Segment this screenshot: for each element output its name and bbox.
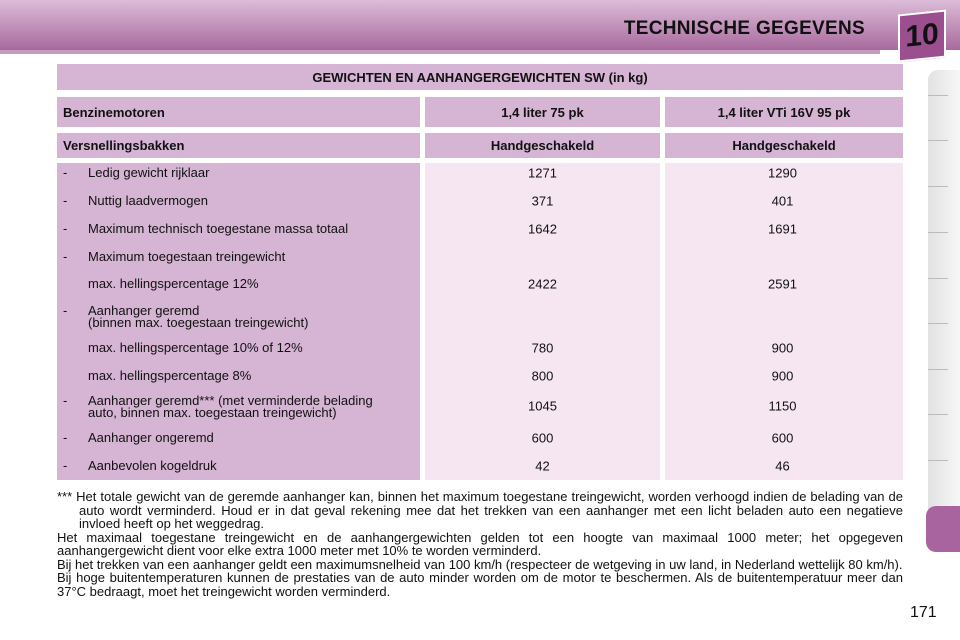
row-label: max. hellingspercentage 8%: [88, 368, 252, 383]
chapter-badge: 10: [898, 9, 946, 62]
value-col-1: 1045: [528, 398, 557, 414]
row-label-line2: auto, binnen max. toegestaan treingewicht): [88, 405, 337, 420]
gearbox-col-1: Handgeschakeld: [425, 133, 660, 158]
row-label: max. hellingspercentage 12%: [88, 276, 259, 291]
value-col-2: 2591: [768, 276, 797, 292]
row-label: Aanhanger geremd*** (met verminderde belading: [88, 393, 373, 408]
row-label: max. hellingspercentage 10% of 12%: [88, 340, 303, 355]
tab-divider: [928, 186, 948, 187]
active-chapter-tab[interactable]: [926, 506, 960, 552]
value-col-2: 1150: [768, 398, 797, 414]
engine-col-2: 1,4 liter VTi 16V 95 pk: [665, 97, 903, 127]
value-col-1: 1271: [528, 165, 557, 181]
tab-divider: [928, 95, 948, 96]
value-col-2: 900: [771, 368, 794, 384]
row-dash: -: [63, 393, 68, 408]
note-speed: Bij het trekken van een aanhanger geldt een maximumsnelheid van 100 km/h (respecteer de wetgeving in uw land, in Nederland wettelijk 80 km/h).: [57, 556, 903, 572]
value-col-1: 600: [531, 430, 554, 446]
row-label: Ledig gewicht rijklaar: [88, 165, 210, 180]
value-col-2: 900: [771, 340, 794, 356]
value-col-1: 780: [531, 340, 554, 356]
row-dash: -: [63, 221, 68, 236]
value-col-2: 401: [771, 193, 794, 209]
tab-divider: [928, 323, 948, 324]
row-dash: -: [63, 165, 68, 180]
row-label: Maximum toegestaan treingewicht: [88, 249, 286, 264]
gearbox-label: Versnellingsbakken: [57, 133, 420, 158]
tab-divider: [928, 414, 948, 415]
row-label: Aanhanger geremd: [88, 303, 200, 318]
row-dash: -: [63, 193, 68, 208]
chapter-tabs[interactable]: [928, 70, 960, 530]
row-dash: -: [63, 249, 68, 264]
note-temperature: Bij hoge buitentemperaturen kunnen de prestaties van de auto minder worden om de motor te beschermen. Als de buitentemperatuur meer dan 37°C bedraagt, moet het treingewicht worden verminderd.: [57, 570, 903, 599]
note-altitude: Het maximaal toegestane treingewicht en de aanhangergewichten gelden tot een hoogte van maximaal 1000 meter; het opgegeven aanhangergewicht dient voor elke extra 1000 meter met 10% te worden verminderd.: [57, 529, 903, 558]
header-divider: [0, 50, 880, 54]
row-label-line2: (binnen max. toegestaan treingewicht): [88, 315, 309, 330]
value-col-1: 371: [531, 193, 554, 209]
footnote-asterisk: *** Het totale gewicht van de geremde aanhanger kan, binnen het maximum toegestane treingewicht, worden verhoogd indien de belading van de auto wordt verminderd. Houd er in dat geval rekening mee dat het trekken van een aanhanger met een licht beladen auto een negatieve invloed heeft op het weggedrag.: [57, 489, 903, 531]
value-col-1: 42: [535, 458, 550, 474]
value-col-2: 600: [771, 430, 794, 446]
value-col-1: 1642: [528, 221, 557, 237]
value-col-1: 2422: [528, 276, 557, 292]
tab-divider: [928, 278, 948, 279]
footnotes: [57, 490, 903, 598]
row-label: Aanhanger ongeremd: [88, 430, 214, 445]
row-dash: -: [63, 430, 68, 445]
value-col-2: 1691: [768, 221, 797, 237]
table-title: GEWICHTEN EN AANHANGERGEWICHTEN SW (in kg): [57, 64, 903, 90]
row-label: Nuttig laadvermogen: [88, 193, 208, 208]
value-col-2: 1290: [768, 165, 797, 181]
row-dash: -: [63, 303, 68, 318]
page-title: TECHNISCHE GEGEVENS: [623, 18, 865, 39]
gearbox-col-2: Handgeschakeld: [665, 133, 903, 158]
page-number: 171: [910, 604, 937, 621]
row-label: Maximum technisch toegestane massa totaal: [88, 221, 349, 236]
tab-divider: [928, 460, 948, 461]
value-col-1: 800: [531, 368, 554, 384]
engine-label: Benzinemotoren: [57, 97, 420, 127]
tab-divider: [928, 369, 948, 370]
row-dash: -: [63, 458, 68, 473]
tab-divider: [928, 232, 948, 233]
value-col-2: 46: [775, 458, 790, 474]
engine-col-1: 1,4 liter 75 pk: [425, 97, 660, 127]
tab-divider: [928, 140, 948, 141]
row-label: Aanbevolen kogeldruk: [88, 458, 217, 473]
